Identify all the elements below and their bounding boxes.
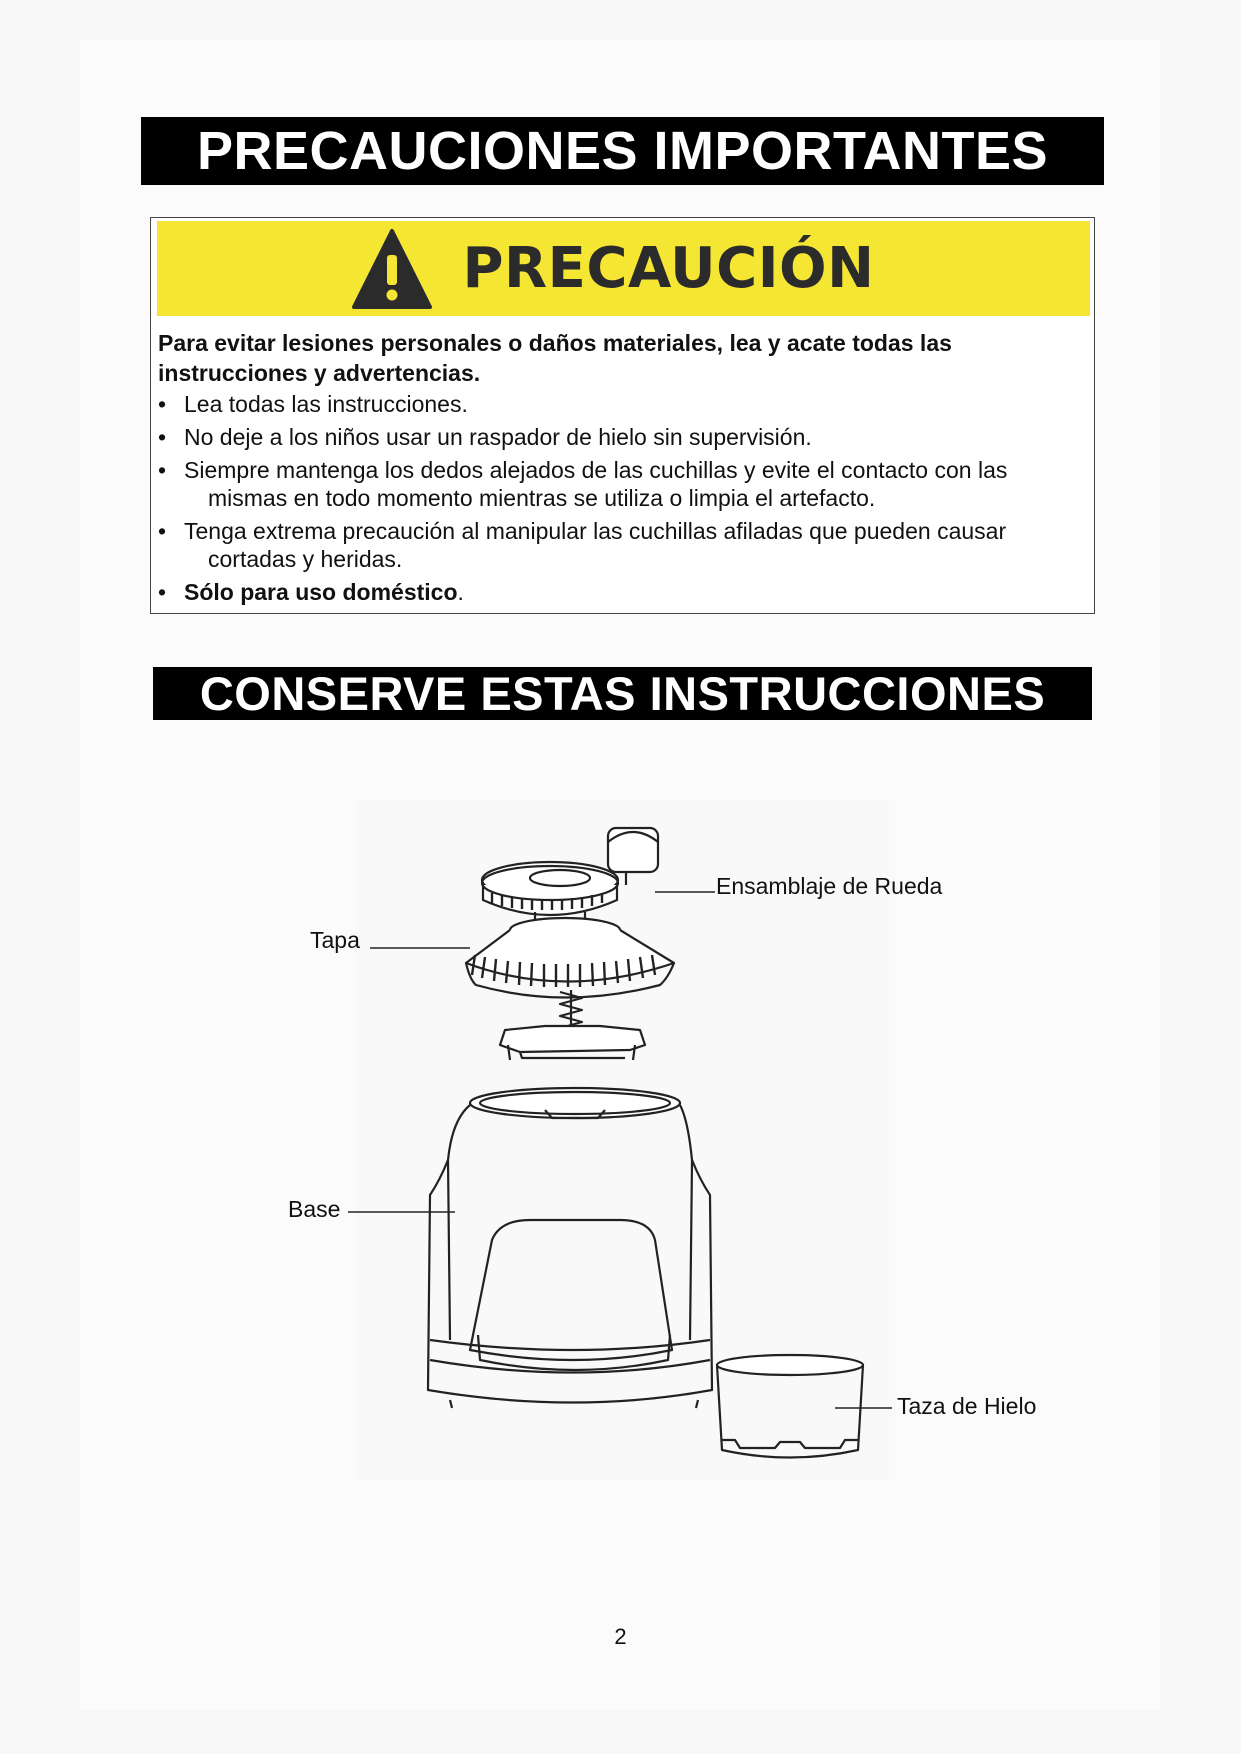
page-title: PRECAUCIONES IMPORTANTES <box>141 117 1104 185</box>
list-item: • Sólo para uso doméstico. <box>158 579 464 605</box>
lid-drawing <box>466 918 674 998</box>
keep-instructions-banner: CONSERVE ESTAS INSTRUCCIONES <box>153 667 1092 720</box>
list-item: • Siempre mantenga los dedos alejados de las cuchillas y evite el contacto con las mismas en todo momento mientras se utiliza o limpia el artefacto. <box>158 457 1008 511</box>
ice-cup-drawing <box>717 1355 863 1458</box>
base-label: Base <box>288 1196 341 1222</box>
ice-cup-label: Taza de Hielo <box>897 1393 1037 1419</box>
page-number: 2 <box>614 1624 627 1649</box>
bullet-icon: • <box>158 457 167 483</box>
base-drawing <box>428 1088 712 1408</box>
list-item: • Lea todas las instrucciones. <box>158 391 468 417</box>
list-item: • No deje a los niños usar un raspador de hielo sin supervisión. <box>158 424 812 450</box>
bullet-icon: • <box>158 424 167 450</box>
lid-label: Tapa <box>310 927 360 953</box>
caution-intro: Para evitar lesiones personales o daños materiales, lea y acate todas las instrucciones y advertencias. <box>158 330 952 386</box>
bullet-icon: • <box>158 518 167 544</box>
bullet-icon: • <box>158 579 167 605</box>
wheel-assembly-label: Ensamblaje de Rueda <box>716 873 943 899</box>
bullet-icon: • <box>158 391 167 417</box>
caution-heading: PRECAUCIÓN <box>462 236 875 301</box>
list-item: • Tenga extrema precaución al manipular las cuchillas afiladas que pueden causar cortadas y heridas. <box>158 518 1007 572</box>
spring-drawing <box>500 990 645 1060</box>
